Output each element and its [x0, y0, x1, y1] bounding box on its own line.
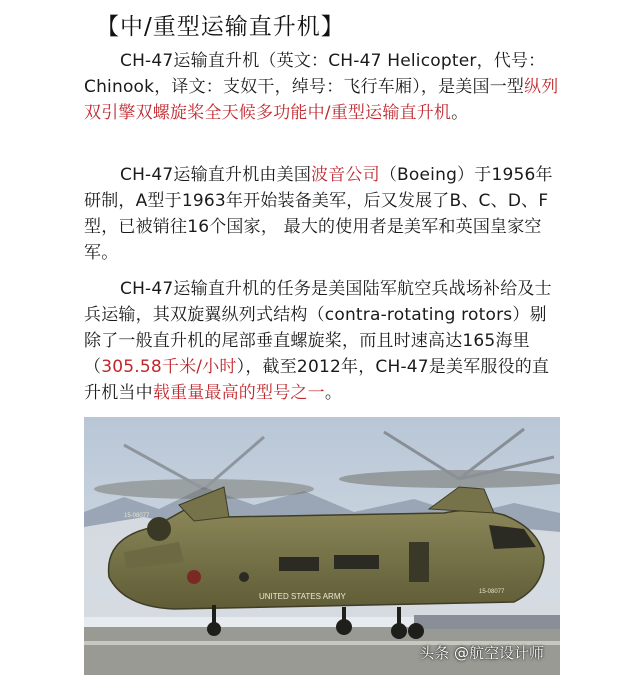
paragraph-mission — [84, 276, 560, 406]
roundel — [187, 570, 201, 584]
fuselage-text: UNITED STATES ARMY — [259, 592, 346, 601]
unit-insignia — [147, 517, 171, 541]
mission-text: CH-47运输直升机的任务是美国陆军航空兵战场补给及士兵运输，其双旋翼纵列式结构（contra-rotating rotors）剔除了一般直升机的尾部垂直螺旋桨，而且时速高达165海里（ — [84, 279, 552, 377]
mission-payload-highlight: 载重量最高的型号之一 — [152, 383, 325, 403]
intro-highlight: 纵列双引擎双螺旋桨全天候多功能中/重型运输直升机 — [84, 77, 559, 123]
paragraph-history — [84, 162, 560, 266]
nose-number: 15-08077 — [479, 589, 505, 595]
crew-door — [409, 542, 429, 582]
mission-text-2: ），截至2012年，CH-47是美军服役的直升机当中 — [84, 357, 550, 403]
paragraph-intro — [84, 48, 560, 126]
mission-end: 。 — [324, 383, 343, 403]
hangar — [414, 615, 560, 629]
watermark: 头条 @航空设计师 — [419, 644, 544, 662]
chinook-illustration — [84, 417, 560, 675]
history-end: （Boeing）于1956年研制，A型于1963年开始装备美军，后又发展了B、C、D、F型，已被销往16个国家， 最大的使用者是美军和英国皇家空军。 — [84, 165, 553, 263]
intro-text: CH-47运输直升机（英文：CH-47 Helicopter，代号：Chinook，译文：支奴干，绰号：飞行车厢），是美国一型 — [84, 51, 546, 97]
chinook-photo — [84, 417, 560, 675]
tail-number: 15-08077 — [124, 513, 150, 519]
intro-end: 。 — [451, 103, 469, 123]
cabin-window — [279, 557, 319, 571]
mission-speed-highlight: 305.58千米/小时 — [101, 357, 237, 377]
history-highlight: 波音公司 — [311, 165, 380, 185]
porthole-window — [239, 572, 249, 582]
history-text: CH-47运输直升机由美国 — [120, 165, 312, 185]
cabin-window — [334, 555, 379, 569]
article-title: 【中/重型运输直升机】 — [96, 14, 345, 40]
